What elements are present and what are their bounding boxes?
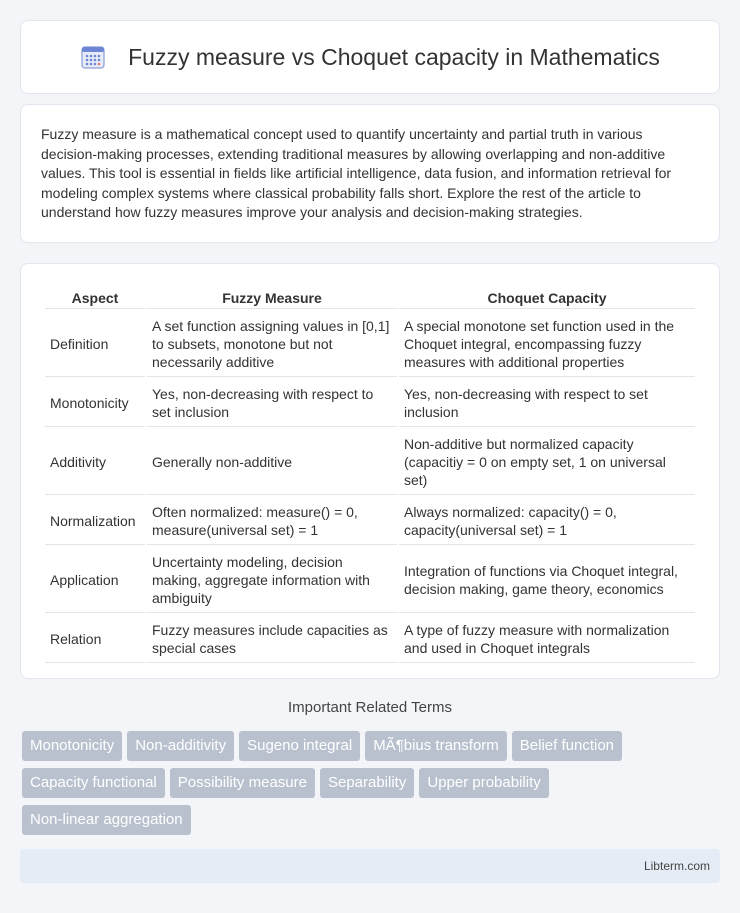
related-term-tag[interactable]: Non-additivity — [127, 731, 234, 761]
related-term-tag[interactable]: MÃ¶bius transform — [365, 731, 507, 761]
row-choquet-capacity: Yes, non-decreasing with respect to set inclusion — [399, 379, 695, 427]
table-row — [45, 379, 695, 427]
page-title: Fuzzy measure vs Choquet capacity in Mathematics — [128, 43, 660, 70]
table-row — [45, 497, 695, 545]
row-fuzzy-measure: Often normalized: measure() = 0, measure(universal set) = 1 — [147, 497, 397, 545]
row-fuzzy-measure: Fuzzy measures include capacities as special cases — [147, 615, 397, 663]
row-choquet-capacity: A special monotone set function used in the Choquet integral, encompassing fuzzy measures with additional properties — [399, 311, 695, 377]
related-terms-title: Important Related Terms — [288, 699, 452, 716]
row-fuzzy-measure: A set function assigning values in [0,1] to subsets, monotone but not necessarily additive — [147, 311, 397, 377]
related-term-tag[interactable]: Capacity functional — [22, 768, 165, 798]
table-row — [45, 547, 695, 613]
related-term-tag[interactable]: Monotonicity — [22, 731, 122, 761]
row-aspect: Application — [45, 547, 145, 613]
row-fuzzy-measure: Generally non-additive — [147, 429, 397, 495]
row-aspect: Monotonicity — [45, 379, 145, 427]
related-terms-list — [22, 731, 722, 842]
header-choquet-capacity: Choquet Capacity — [399, 286, 695, 309]
related-term-tag[interactable]: Separability — [320, 768, 414, 798]
row-aspect: Relation — [45, 615, 145, 663]
intro-text: Fuzzy measure is a mathematical concept used to quantify uncertainty and partial truth in various decision-making processes, extending traditional measures by allowing overlapping and non-additive values. This tool is essential in fields like artificial intelligence, data fusion, and information retrieval for modeling complex systems where classical probability falls short. Explore the rest of the article to understand how fuzzy measures improve your analysis and decision-making strategies. — [41, 126, 672, 220]
related-term-tag[interactable]: Upper probability — [419, 768, 548, 798]
table-row — [45, 615, 695, 663]
row-choquet-capacity: Non-additive but normalized capacity (capacitiy = 0 on empty set, 1 on universal set) — [399, 429, 695, 495]
row-fuzzy-measure: Uncertainty modeling, decision making, aggregate information with ambiguity — [147, 547, 397, 613]
header-aspect: Aspect — [45, 286, 145, 309]
row-fuzzy-measure: Yes, non-decreasing with respect to set inclusion — [147, 379, 397, 427]
footer-site-link[interactable]: Libterm.com — [643, 859, 710, 873]
row-aspect: Additivity — [45, 429, 145, 495]
row-choquet-capacity: Always normalized: capacity() = 0, capacity(universal set) = 1 — [399, 497, 695, 545]
table-row — [45, 429, 695, 495]
related-term-tag[interactable]: Non-linear aggregation — [22, 805, 191, 835]
intro-card — [20, 104, 720, 243]
row-choquet-capacity: Integration of functions via Choquet integral, decision making, game theory, economics — [399, 547, 695, 613]
row-aspect: Normalization — [45, 497, 145, 545]
table-header-row — [45, 286, 695, 309]
row-aspect: Definition — [45, 311, 145, 377]
comparison-table-card — [20, 263, 720, 679]
header-fuzzy-measure: Fuzzy Measure — [147, 286, 397, 309]
row-choquet-capacity: A type of fuzzy measure with normalization and used in Choquet integrals — [399, 615, 695, 663]
related-term-tag[interactable]: Belief function — [512, 731, 622, 761]
calendar-grid-icon — [80, 44, 106, 70]
header-card — [20, 20, 720, 94]
comparison-table — [43, 284, 697, 665]
related-term-tag[interactable]: Sugeno integral — [239, 731, 360, 761]
footer — [20, 849, 720, 883]
table-row — [45, 311, 695, 377]
related-term-tag[interactable]: Possibility measure — [170, 768, 315, 798]
